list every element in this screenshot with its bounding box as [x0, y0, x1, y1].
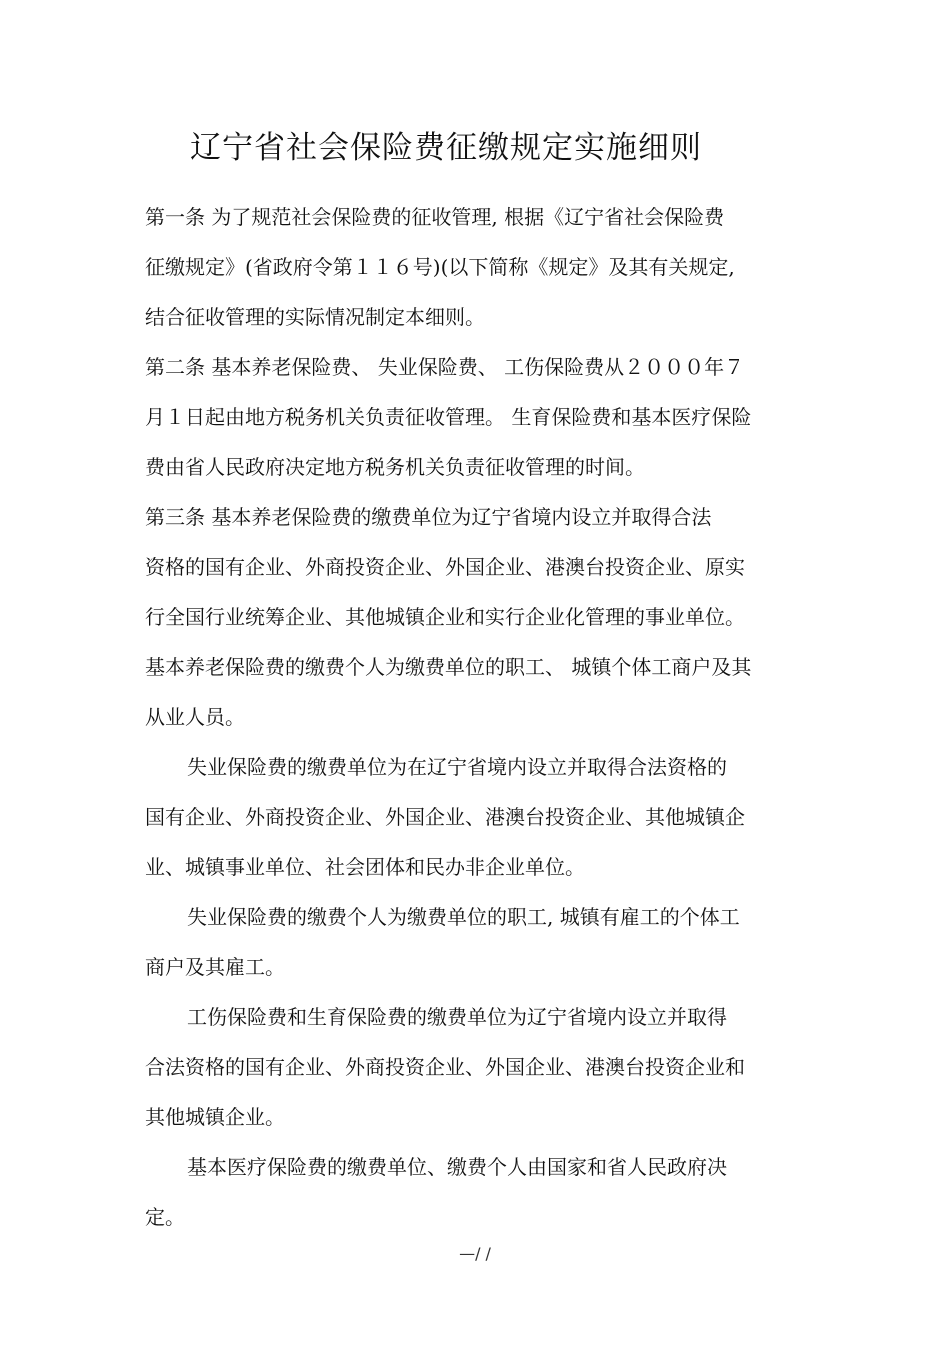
article-1-line-3: 结合征收管理的实际情况制定本细则。 — [145, 305, 485, 329]
paragraph-unemployment-units-line-2: 国有企业、外商投资企业、外国企业、港澳台投资企业、其他城镇企 — [145, 805, 745, 829]
article-1-line-2: 征缴规定》(省政府令第１１６号)(以下简称《规定》及其有关规定, — [145, 255, 735, 279]
article-3-line-3: 行全国行业统筹企业、其他城镇企业和实行企业化管理的事业单位。 — [145, 605, 745, 629]
article-2-line-1: 第二条 基本养老保险费、 失业保险费、 工伤保险费从２０００年７ — [145, 355, 745, 379]
article-3-line-4: 基本养老保险费的缴费个人为缴费单位的职工、 城镇个体工商户及其 — [145, 655, 752, 679]
article-3-line-1: 第三条 基本养老保险费的缴费单位为辽宁省境内设立并取得合法 — [145, 505, 712, 529]
article-3-line-5: 从业人员。 — [145, 705, 245, 729]
article-1-line-1: 第一条 为了规范社会保险费的征收管理, 根据《辽宁省社会保险费 — [145, 205, 725, 229]
article-3-line-2: 资格的国有企业、外商投资企业、外国企业、港澳台投资企业、原实 — [145, 555, 745, 579]
paragraph-medical-line-1: 基本医疗保险费的缴费单位、缴费个人由国家和省人民政府决 — [187, 1155, 727, 1179]
paragraph-unemployment-units-line-3: 业、城镇事业单位、社会团体和民办非企业单位。 — [145, 855, 585, 879]
paragraph-unemployment-individuals-line-1: 失业保险费的缴费个人为缴费单位的职工, 城镇有雇工的个体工 — [187, 905, 740, 929]
paragraph-injury-maternity-line-1: 工伤保险费和生育保险费的缴费单位为辽宁省境内设立并取得 — [187, 1005, 727, 1029]
paragraph-unemployment-individuals-line-2: 商户及其雇工。 — [145, 955, 285, 979]
paragraph-unemployment-units-line-1: 失业保险费的缴费单位为在辽宁省境内设立并取得合法资格的 — [187, 755, 727, 779]
page-footer-mark: —/ / — [459, 1244, 491, 1263]
paragraph-medical-line-2: 定。 — [145, 1205, 185, 1229]
paragraph-injury-maternity-line-2: 合法资格的国有企业、外商投资企业、外国企业、港澳台投资企业和 — [145, 1055, 745, 1079]
article-2-line-2: 月１日起由地方税务机关负责征收管理。 生育保险费和基本医疗保险 — [145, 405, 752, 429]
document-title: 辽宁省社会保险费征缴规定实施细则 — [190, 130, 702, 166]
article-2-line-3: 费由省人民政府决定地方税务机关负责征收管理的时间。 — [145, 455, 645, 479]
paragraph-injury-maternity-line-3: 其他城镇企业。 — [145, 1105, 285, 1129]
